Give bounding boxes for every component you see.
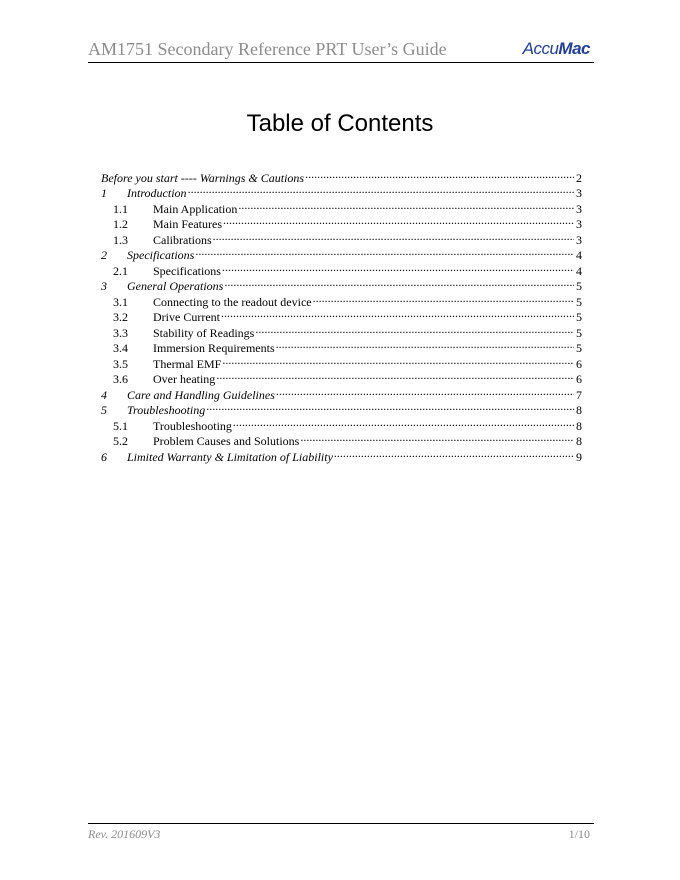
toc-entry-label: Drive Current (153, 310, 220, 324)
toc-entry-number: 1 (101, 186, 107, 200)
toc-entry-label: Main Application (153, 201, 238, 216)
toc-leader-dots (276, 337, 574, 353)
toc-leader-dots (334, 445, 574, 461)
table-of-contents (101, 166, 582, 464)
header-title: AM1751 Secondary Reference PRT User’s Guide (88, 39, 447, 59)
toc-entry-page: 8 (576, 418, 582, 433)
toc-entry-label: Stability of Readings (153, 325, 255, 340)
toc-leader-dots (255, 321, 574, 337)
toc-leader-dots (233, 414, 574, 430)
toc-leader-dots (224, 275, 574, 291)
toc-entry-number: 3.3 (113, 325, 128, 340)
toc-entry-number: 3.6 (113, 372, 128, 386)
toc-entry-number: 5.2 (113, 434, 128, 448)
logo-text-accu: Accu (522, 39, 559, 58)
toc-entry-page: 9 (576, 449, 582, 464)
toc-entry-page: 5 (576, 341, 582, 355)
toc-entry-label: Connecting to the readout device (153, 294, 312, 309)
toc-entry-number: 3.5 (113, 356, 128, 371)
toc-entry-label: Before you start ---- Warnings & Cautions (101, 170, 305, 185)
toc-entry-page: 5 (576, 279, 582, 293)
toc-entry[interactable] (101, 166, 582, 185)
toc-leader-dots (206, 399, 574, 415)
toc-entry-label: Specifications (153, 263, 221, 278)
toc-entry-page: 8 (576, 403, 582, 417)
toc-entry-page: 6 (576, 372, 582, 386)
toc-entry-page: 7 (576, 387, 582, 402)
toc-entry-page: 8 (576, 434, 582, 448)
toc-entry-label: Troubleshooting (127, 403, 206, 417)
toc-entry-page: 4 (576, 248, 582, 262)
toc-entry-label: Specifications (127, 248, 195, 262)
toc-entry-label: Introduction (127, 186, 187, 200)
toc-entry-label: Calibrations (153, 232, 212, 247)
toc-entry-label: Thermal EMF (153, 356, 222, 371)
toc-entry-label: Problem Causes and Solutions (153, 434, 300, 448)
toc-leader-dots (222, 259, 574, 275)
toc-entry-page: 5 (576, 310, 582, 324)
toc-entry-number: 6 (101, 449, 107, 464)
toc-leader-dots (305, 166, 574, 182)
toc-entry-label: Limited Warranty & Limitation of Liability (127, 449, 333, 464)
toc-entry-label: Care and Handling Guidelines (127, 387, 275, 402)
footer-revision: Rev. 201609V3 (88, 827, 161, 841)
page-footer (88, 823, 594, 844)
toc-leader-dots (221, 306, 574, 322)
toc-entry-page: 3 (576, 201, 582, 216)
logo-text-mac: Mac (558, 39, 590, 58)
toc-entry-page: 6 (576, 356, 582, 371)
toc-entry-number: 3.4 (113, 341, 128, 355)
toc-entry-number: 1.1 (113, 201, 128, 216)
toc-leader-dots (188, 182, 574, 198)
toc-entry-page: 3 (576, 217, 582, 231)
toc-entry-number: 3.1 (113, 294, 128, 309)
toc-leader-dots (313, 290, 574, 306)
toc-entry-number: 2.1 (113, 263, 128, 278)
toc-title: Table of Contents (246, 110, 434, 137)
toc-entry-label: Immersion Requirements (153, 341, 275, 355)
toc-leader-dots (222, 352, 574, 368)
toc-leader-dots (195, 244, 574, 260)
toc-entry-label: General Operations (127, 279, 224, 293)
toc-leader-dots (300, 430, 574, 446)
toc-entry-number: 3 (101, 279, 107, 293)
toc-leader-dots (238, 197, 574, 213)
toc-entry-label: Troubleshooting (153, 418, 232, 433)
page-header (88, 38, 594, 63)
toc-entry-number: 1.2 (113, 217, 128, 231)
toc-entry-page: 3 (576, 186, 582, 200)
toc-entry-label: Over heating (153, 372, 216, 386)
accumac-logo (523, 39, 590, 59)
toc-leader-dots (216, 368, 574, 384)
toc-entry-page: 2 (576, 170, 582, 185)
toc-entry-number: 5.1 (113, 418, 128, 433)
toc-entry-number: 5 (101, 403, 107, 417)
toc-entry-page: 5 (576, 325, 582, 340)
toc-entry-page: 4 (576, 263, 582, 278)
toc-leader-dots (213, 228, 574, 244)
toc-entry-number: 1.3 (113, 232, 128, 247)
toc-leader-dots (223, 213, 574, 229)
toc-entry-number: 4 (101, 387, 107, 402)
toc-entry-page: 3 (576, 232, 582, 247)
toc-entry-page: 5 (576, 294, 582, 309)
toc-entry-label: Main Features (153, 217, 222, 231)
toc-leader-dots (276, 383, 574, 399)
toc-entry-number: 2 (101, 248, 107, 262)
toc-entry-number: 3.2 (113, 310, 128, 324)
footer-page-number: 1/10 (568, 827, 590, 841)
